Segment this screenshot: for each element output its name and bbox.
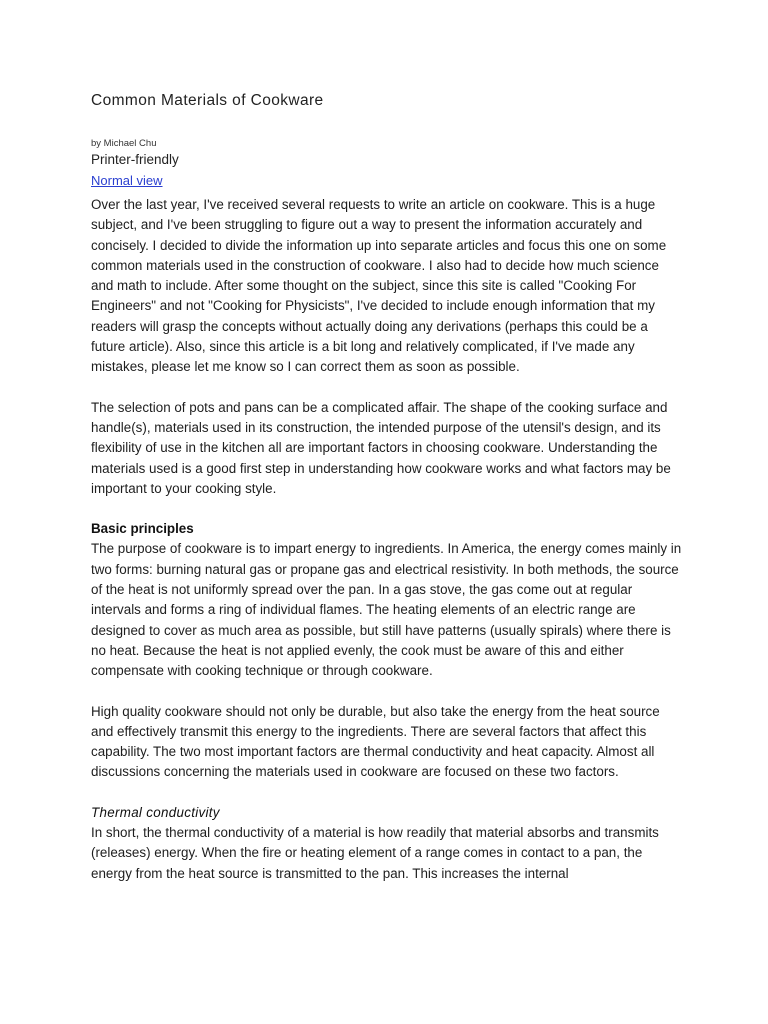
printer-friendly-label: Printer-friendly xyxy=(91,152,179,167)
high-quality-paragraph: High quality cookware should not only be durable, but also take the energy from the heat source and effectively transmit this energy to the ingredients. There are several factors that affect this capability. The two most important factors are thermal conductivity and heat capacity. Almost all discussions concerning the materials used in cookware are focused on these two factors. xyxy=(91,703,660,780)
selection-paragraph: The selection of pots and pans can be a complicated affair. The shape of the cooking surface and handle(s), materials used in its construction, the intended purpose of the utensil's design, and its flexibility of use in the kitchen all are important factors in choosing cookware. Understanding the materials used is a good first step in understanding how cookware works and what factors may be important to your cooking style. xyxy=(91,399,671,496)
basic-principles-paragraph: The purpose of cookware is to impart energy to ingredients. In America, the energy comes mainly in two forms: burning natural gas or propane gas and electrical resistivity. In both methods, the source of the heat is not uniformly spread over the pan. In a gas stove, the gas come out at regular intervals and forms a ring of individual flames. The heating elements of an electric range are designed to cover as much area as possible, but still have patterns (usually spirals) where there is no heat. Because the heat is not applied evenly, the cook must be aware of this and either compensate with cooking technique or through cookware. xyxy=(91,541,682,679)
normal-view-link[interactable]: Normal view xyxy=(91,173,163,188)
article-title: Common Materials of Cookware xyxy=(91,92,324,109)
intro-paragraph: Over the last year, I've received several requests to write an article on cookware. This is a huge subject, and I've been struggling to figure out a way to present the information accurately and concisely. I decided to divide the information up into separate articles and focus this one on some common materials used in the construction of cookware. I also had to decide how much science and math to include. After some thought on the subject, since this site is called "Cooking For Engineers" and not "Cooking for Physicists", I've decided to include enough information that my readers will grasp the concepts without actually doing any derivations (perhaps this could be a future article). Also, since this article is a bit long and relatively complicated, if I've made any mistakes, please let me know so I can correct them as soon as possible. xyxy=(91,197,667,375)
thermal-conductivity-heading: Thermal conductivity xyxy=(91,804,220,820)
article-byline: by Michael Chu xyxy=(91,138,157,149)
basic-principles-heading: Basic principles xyxy=(91,521,194,537)
thermal-conductivity-paragraph: In short, the thermal conductivity of a material is how readily that material absorbs and transmits (releases) energy. When the fire or heating element of a range comes in contact to a pan, the energy from the heat source is transmitted to the pan. This increases the internal xyxy=(91,825,659,881)
